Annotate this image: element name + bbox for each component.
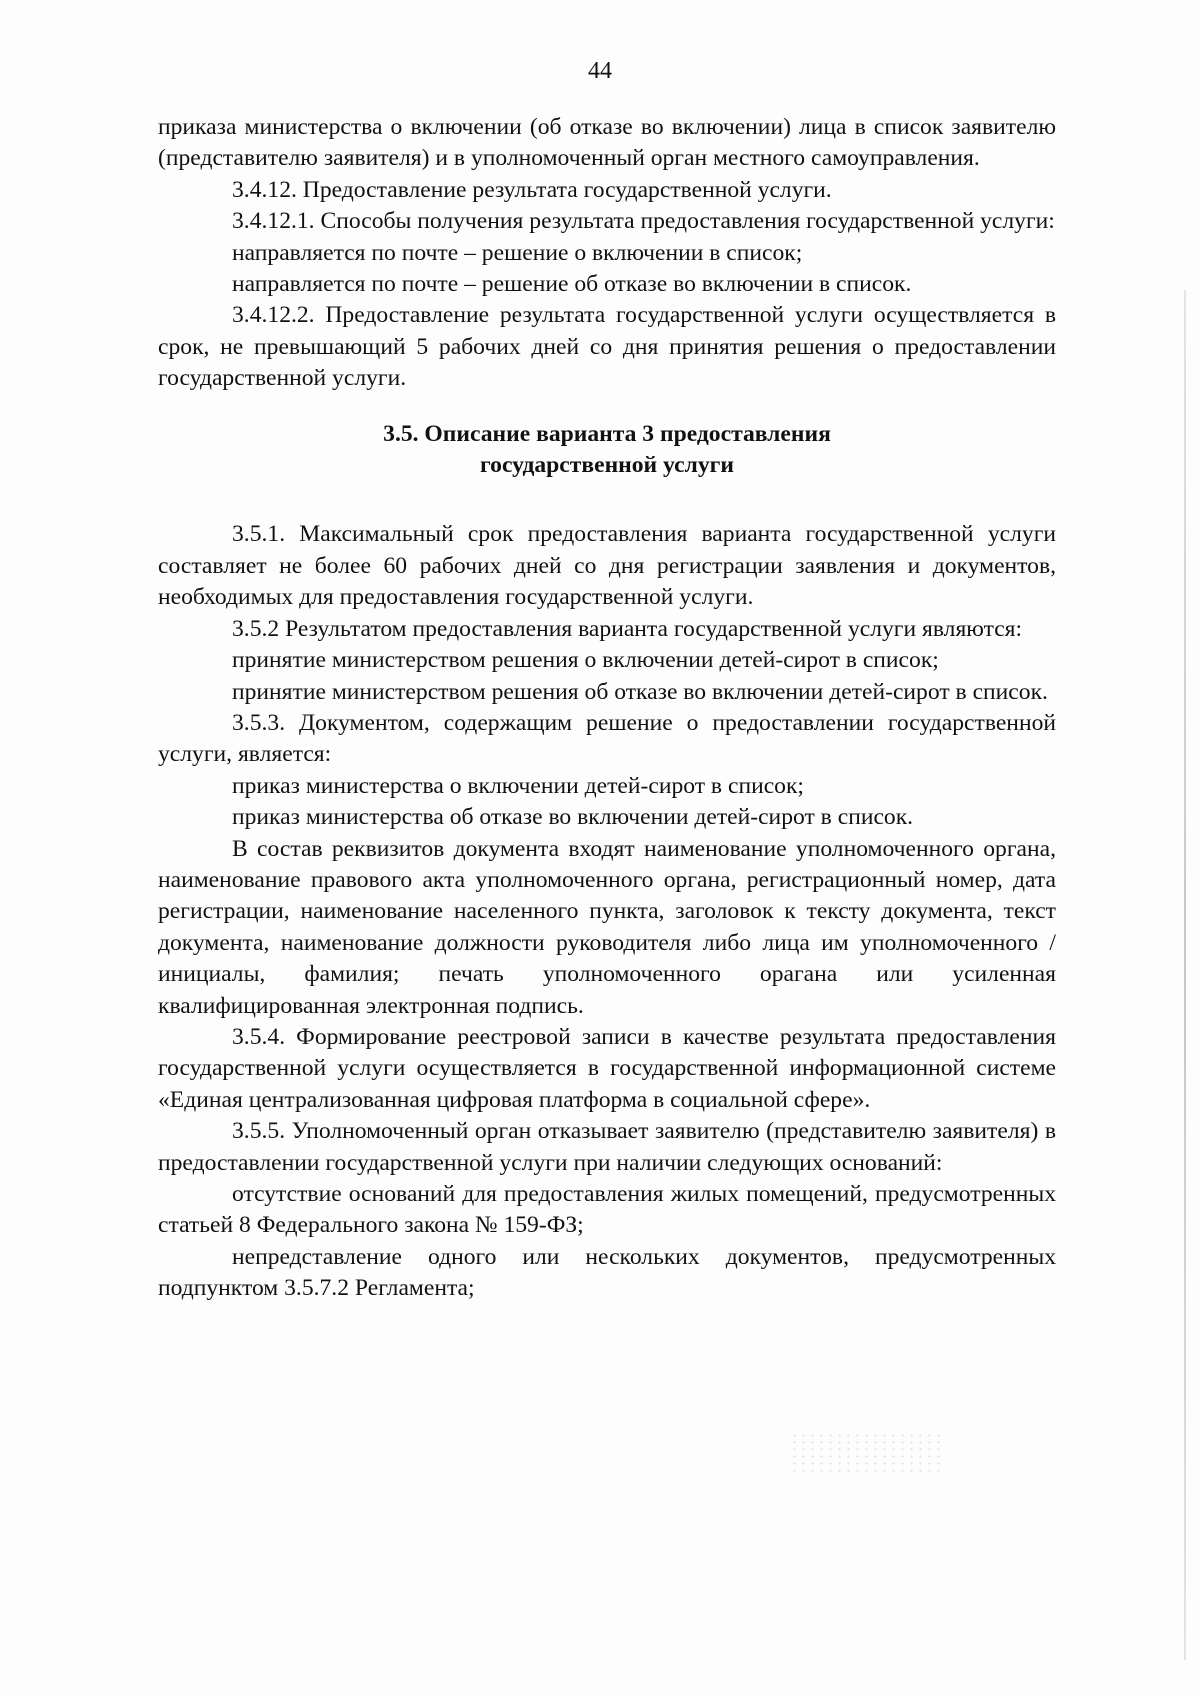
paragraph: приказа министерства о включении (об отказе во включении) лица в список заявителю (представителю заявителя) и в уполномоченный орган местного самоуправления.: [158, 114, 1056, 172]
list-item: отсутствие оснований для предоставления жилых помещений, предусмотренных статьей 8 Федерального закона № 159-ФЗ;: [158, 1181, 1056, 1239]
section-heading-line: государственной услуги: [480, 452, 734, 479]
paragraph: В состав реквизитов документа входят наименование уполномоченного органа, наименование правового акта уполномоченного органа, регистрационный номер, дата регистрации, наименование населенного пункта, заголовок к тексту документа, текст документа, наименование должности руководителя либо лица им уполномоченного / инициалы, фамилия; печать уполномоченного орагана или усиленная квалифицированная электронная подпись.: [158, 835, 1056, 1019]
paragraph: 3.5.3. Документом, содержащим решение о предоставлении государственной услуги, является:: [158, 709, 1056, 768]
list-item: приказ министерства о включении детей-сирот в список;: [232, 772, 804, 799]
paragraph: 3.4.12. Предоставление результата государственной услуги.: [232, 176, 832, 203]
document-body: [158, 112, 1056, 1305]
section-heading-line: 3.5. Описание варианта 3 предоставления: [383, 420, 831, 447]
paragraph: 3.5.2 Результатом предоставления варианта государственной услуги являются:: [232, 615, 1023, 642]
paragraph: 3.5.1. Максимальный срок предоставления варианта государственной услуги составляет не более 60 рабочих дней со дня регистрации заявления и документов, необходимых для предоставления государственной услуги.: [158, 521, 1056, 611]
list-item: приказ министерства об отказе во включении детей-сирот в список.: [232, 804, 914, 831]
scan-noise-artifact: [790, 1432, 940, 1472]
scan-edge-artifact: [1184, 290, 1186, 1660]
list-item: направляется по почте – решение об отказе во включении в список.: [232, 271, 912, 298]
list-item: направляется по почте – решение о включении в список;: [232, 239, 803, 266]
paragraph: 3.5.5. Уполномоченный орган отказывает заявителю (представителю заявителя) в предоставлении государственной услуги при наличии следующих оснований:: [158, 1118, 1056, 1176]
paragraph: 3.4.12.1. Способы получения результата предоставления государственной услуги:: [232, 208, 1055, 235]
paragraph: 3.5.4. Формирование реестровой записи в качестве результата предоставления государственной услуги осуществляется в государственной информационной системе «Единая централизованная цифровая платформа в социальной сфере».: [158, 1023, 1056, 1113]
paragraph: 3.4.12.2. Предоставление результата государственной услуги осуществляется в срок, не превышающий 5 рабочих дней со дня принятия решения о предоставлении государственной услуги.: [158, 302, 1056, 392]
list-item: непредставление одного или нескольких документов, предусмотренных подпунктом 3.5.7.2 Регламента;: [158, 1243, 1056, 1302]
list-item: принятие министерством решения о включении детей-сирот в список;: [232, 647, 939, 674]
page-number: 44: [588, 58, 612, 84]
section-heading: [158, 419, 1056, 482]
list-item: принятие министерством решения об отказе во включении детей-сирот в список.: [232, 678, 1048, 705]
